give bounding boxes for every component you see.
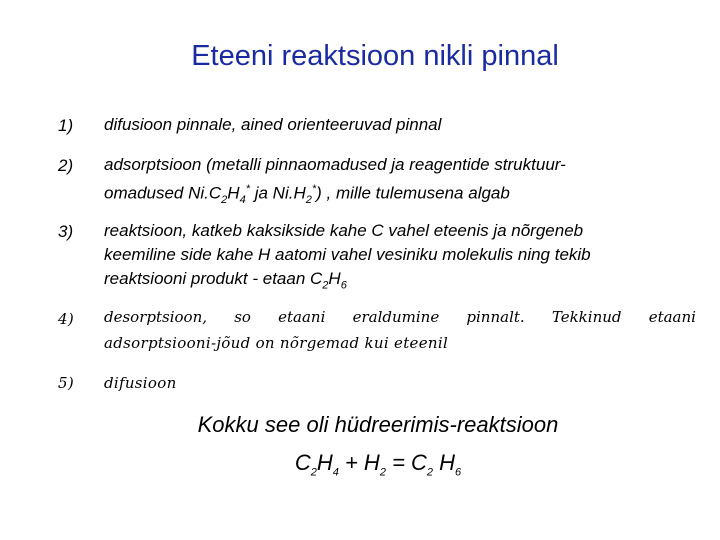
- item-text-2: [104, 153, 566, 212]
- item-number-3: 3): [58, 222, 74, 241]
- item-3-line-2: keemiline side kahe H aatomi vahel vesiniku molekulis ning tekib: [104, 245, 591, 264]
- summary-text: Kokku see oli hüdreerimis-reaktsioon: [197, 412, 559, 437]
- item-4-line-1: desorptsioon, so etaani eraldumine pinnalt. Tekkinud etaani: [104, 308, 696, 326]
- item-2-line-1: adsorptsioon (metalli pinnaomadused ja reagentide struktuur-: [104, 155, 566, 174]
- item-4-line-2: adsorptsiooni-jõud on nõrgemad kui eteenil: [104, 334, 449, 352]
- item-number-2: 2): [58, 156, 74, 175]
- item-number-4: 4): [58, 310, 74, 328]
- item-number-5: 5): [58, 374, 74, 392]
- slide-title: Eteeni reaktsioon nikli pinnal: [191, 40, 559, 72]
- item-text-5: difusioon: [104, 374, 177, 392]
- summary-equation: $C_2H_4 + H_2 = C_2$ $H_6$: [294, 450, 462, 479]
- item-text-1: difusioon pinnale, ained orienteeruvad pinnal: [104, 115, 442, 134]
- item-2-line-2: omadused $Ni.C_2H_4^*$ ja $Ni.H_2^*$) , mille tulemusena algab: [104, 183, 510, 207]
- item-number-1: 1): [58, 116, 74, 135]
- item-3-line-1: reaktsioon, katkeb kaksikside kahe C vahel eteenis ja nõrgeneb: [104, 221, 584, 240]
- item-3-line-3: reaktsiooni produkt - etaan $C_2H_6$: [104, 269, 347, 292]
- item-text-3: [104, 219, 591, 297]
